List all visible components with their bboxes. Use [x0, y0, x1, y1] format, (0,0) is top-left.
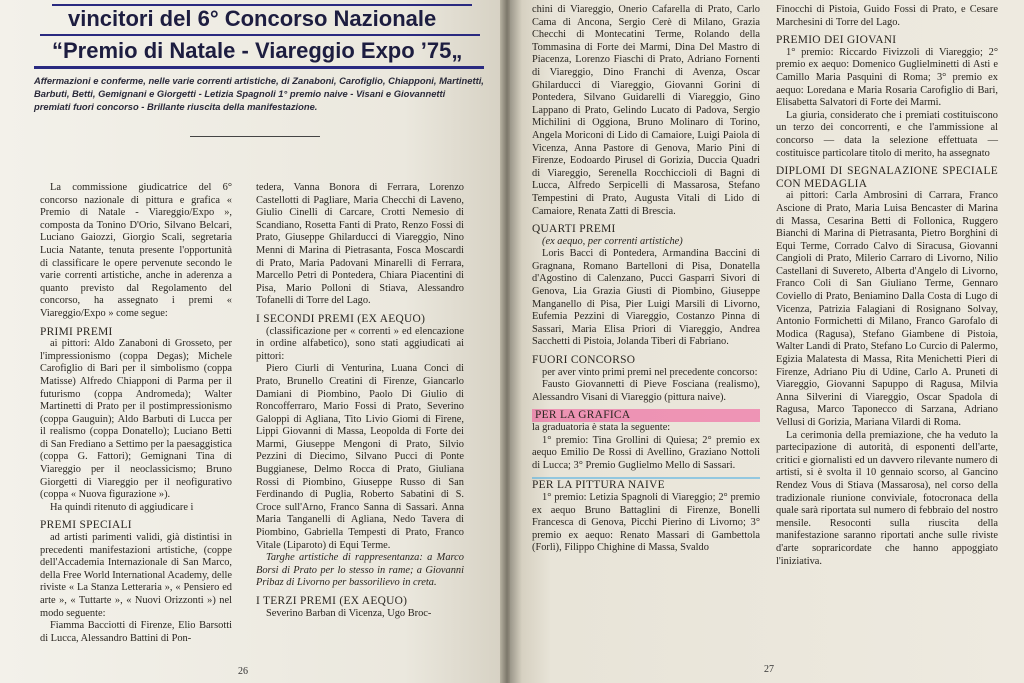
section-heading: PER LA PITTURA NAIVE [532, 477, 760, 492]
section-heading: DIPLOMI DI SEGNALAZIONE SPECIALE CON MEDAGLIA [776, 165, 998, 190]
section-heading: PREMI SPECIALI [40, 519, 132, 532]
title-rule-bottom [34, 66, 484, 69]
page-number-left: 26 [238, 666, 248, 677]
paragraph: chini di Viareggio, Onerio Cafarella di Prato, Carlo Cama di Ancona, Sergio Cerè di Milano, Grazia Checchi di Montecatini Terme, Rolando della Tommasina di Forte dei Marmi, Dina Del Mastro di Piacenza, Lorenzo Fiaschi di Prato, Adriano Fornenti di Viareggio, Dino Franchi di Avenza, Oscar Ghilarducci di Viareggio, Giovanni Gorini di Pontedera, Silvano Guidarelli di Viareggio, Gino Lappano di Prato, Gelindo Lucato di Padova, Sergio Michilini di Oggiona, Bruno Molinaro di Torino, Angela Moriconi di Lido di Camaiore, Luigi Paiola di Vicenza, Anna Pastore di Genova, Mario Pini di Firenze, Eodoardo Pirusel di Gorizia, Duccia Quadri di Viareggio, Serenella Rocchiccioli di Bagni di Lucca, Alfredo Serpicelli di Massarosa, Stefano Tempestini di Prato, Augusta Vitali di Lido di Camaiore, Renata Zatti di Brescia. [532, 4, 760, 217]
paragraph: Piero Ciurli di Venturina, Luana Conci di Prato, Brunello Creatini di Firenze, Giancarlo Damiani di Piombino, Paolo Di Giulio di Roncofferraro, Mario Fossi di Prato, Severino Galoppi di Agliana, Tito Livio Giomi di Firene, Lippi Giovanni di Massa, Leopolda di Forte dei Marmi, Giuseppe Mengoni di Prato, Silvio Pezzini di Diecimo, Silvano Pucci di Ponte Buggianese, Delmo Rocca di Prato, Giuliana Rossi di Piombino, Giuseppe Russo di San Ferdinando di Puglia, Roberto Sabatini di S. Croce sull'Arno, Franco Sanna di Sassari. Anna Maria Tanganelli di Agliana, Nedo Tavera di Piombino, Gabriella Tempesti di Prato, Franco Vitale (Liparoto) di Equi Terme. [256, 363, 464, 551]
paragraph: Finocchi di Pistoia, Guido Fossi di Prato, e Cesare Marchesini di Torre del Lago. [776, 4, 998, 28]
left-column-1 [40, 182, 232, 645]
paragraph: 1° premio: Letizia Spagnoli di Viareggio; 2° premio ex aequo Bruno Battaglini di Firenze, Bonelli Francesca di Genova, Picchi Pierino di Livorno; 3° premio ex aequo: Renato Massari di Gambettola (Forlì), Filippo Chighine di Massa, Svaldo [532, 491, 760, 554]
section-heading: PRIMI PREMI [40, 325, 113, 338]
paragraph: Ha quindi ritenuto di aggiudicare i [50, 501, 194, 513]
section-heading: FUORI CONCORSO [532, 354, 636, 367]
article-title-line1: vincitori del 6° Concorso Nazionale [68, 6, 437, 31]
paragraph: 1° premio: Tina Grollini di Quiesa; 2° premio ex aequo Emilio De Rossi di Avellino, Graziano Nottoli di Lucca; 3° Premio Guglielmo Mello di Sassari. [532, 434, 760, 471]
article-title-line2: “Premio di Natale - Viareggio Expo ’75„ [52, 38, 463, 63]
paragraph: per aver vinto primi premi nel precedente concorso: [542, 366, 758, 378]
right-column-1 [532, 4, 760, 555]
article-intro: Affermazioni e conferme, nelle varie correnti artistiche, di Zanaboni, Carofiglio, Chiapponi, Martinetti, Barbuti, Betti, Gemignani e Giorgetti - Letizia Spagnoli 1° premio naive - Visani e Giovannetti premiati fuori concorso - Brillante riuscita della manifestazione. [34, 75, 484, 112]
paragraph: la graduatoria è stata la seguente: [532, 422, 671, 433]
paragraph: Severino Barban di Vicenza, Ugo Broc- [266, 607, 432, 619]
section-heading: I SECONDI PREMI (EX AEQUO) [256, 312, 426, 325]
left-column-2 [256, 182, 464, 620]
paragraph: La cerimonia della premiazione, che ha veduto la partecipazione di autorità, di esponenti dell'arte, critici e giornalisti ed un davvero rilevante numero di artisti, si è svolta il 10 gennaio scorso, al Gancino Rendez Vous di Stiava (Massarosa), nel corso della tradizionale riunione conviviale, fotocronaca della quale sarà riportata sul numero di febbraio del nostro mensile. Resoconti sulla riuscita della manifestazione saranno riportati anche sulle riviste d'arte sopraricordate che hanno appoggiato l'iniziativa. [776, 429, 998, 567]
paragraph: La giuria, considerato che i premiati costituiscono un terzo dei concorrenti, e che l'ammissione al concorso — data la selezione effettuata — costituisce particolare titolo di merito, ha assegnato [776, 109, 998, 159]
section-heading: PREMIO DEI GIOVANI [776, 34, 897, 47]
page-number-right: 27 [764, 664, 774, 675]
intro-divider [190, 136, 320, 137]
paragraph: ad artisti parimenti validi, già distintisi in precedenti manifestazioni artistiche, (coppe dell'Accademia Internazionale di San Marco, della Free World International Academy, delle riviste « La Stanza Letteraria », « Pensiero ed arte », « Tuttarte », « Nuovi Orizzonti ») nel modo seguente: [40, 532, 232, 619]
paragraph: Fausto Giovannetti di Pieve Fosciana (realismo), Alessandro Visani di Viareggio (pittura naive). [532, 379, 760, 403]
paragraph: La commissione giudicatrice del 6° concorso nazionale di pittura e grafica « Premio di Natale - Viareggio/Expo », composta da Tonino D'Orio, Silvano Belcari, Luciano Gaiozzi, Giorgio Scali, segretaria Lucia Natante, tenuta presente l'opportunità di classificare le opere pervenute secondo le varie correnti artistiche, anche in aderenza a quanto previsto dal Regolamento del concorso, ha assegnato i premi « Viareggio/Expo » come segue: [40, 182, 232, 319]
paragraph: Loris Bacci di Pontedera, Armandina Baccini di Gragnana, Romano Bartelloni di Pisa, Donatella d'Agostino di Calenzano, Pucci Gasparri Sivori di Genova, Lia Grazia Giusti di Piombino, Giuseppe Manganello di Pisa, Pier Luigi Marsili di Livorno, Eufemia Pezzini di Viareggio, Costanzo Pinna di Sassari, Maria Elisa Priori di Viareggio, Andrea Sacchetti di Pistoia, Jolanda Tiberi di Fabriano. [532, 248, 760, 348]
title-rule-mid [40, 34, 480, 36]
section-heading: PER LA GRAFICA [532, 409, 760, 422]
paragraph: 1° premio: Riccardo Fivizzoli di Viareggio; 2° premio ex aequo: Domenico Guglielminetti di Asti e Camillo Maria Pasquini di Roma; 3° premio ex aequo: Loredana e Maria Rosaria Carofiglio di Bari, Elisabetta Salvatori di Forte dei Marmi. [776, 46, 998, 109]
section-heading: I TERZI PREMI (EX AEQUO) [256, 595, 408, 607]
paragraph: tedera, Vanna Bonora di Ferrara, Lorenzo Castellotti di Pagliare, Maria Checchi di Laveno, Giulio Cinelli di Carcare, Crotti Nemesio di Scandiano, Rosetta Fanti di Prato, Renzo Fossi di Prato, Giuseppe Ghilarducci di Viareggio, Nino Menni di Marina di Pietrasanta, Fosca Moscardi di Prato, Maria Padovani Minarelli di Ferrara, Marcello Petri di Pontedera, Chiara Piacentini di Pisa, Mario Polloni di Stiava, Alessandro Tofanelli di Torre del Lago. [256, 182, 464, 307]
left-page [0, 0, 505, 683]
paragraph: (classificazione per « correnti » ed elencazione in ordine alfabetico), sono stati aggiudicati ai pittori: [256, 325, 464, 362]
section-note: Targhe artistiche di rappresentanza: a Marco Borsi di Prato per lo stesso in rame; a Giovanni Pribaz di Livorno per bassorilievo in creta. [256, 552, 464, 589]
section-note: (ex aequo, per correnti artistiche) [542, 235, 683, 247]
right-page [510, 0, 1024, 683]
gutter-shadow [510, 0, 522, 683]
section-heading: QUARTI PREMI [532, 223, 616, 236]
paragraph: ai pittori: Carla Ambrosini di Carrara, Franco Ascione di Prato, Maria Luisa Bencaster di Marina di Massa, Cesarina Betti di Follonica, Ruggero Bianchi di Marina di Pietrasanta, Pietro Borghini di Equi Terme, Corrado Calvo di Siracusa, Giovanni Cangioli di Prato, Milerio Carraro di Livorno, Nilio Castellani di Suvereto, Alberta d'Angelo di Livorno, Franco Coli di San Giuliano Terme, Gennaro Coviello di Prato, Beniamino Dalla Costa di Lugo di Vicenza, Patrizia Falagiani di Rosignano Solvay, Antonio Formichetti di Milano, Franco Garofalo di Modica (Ragusa), Stefano Giambene di Pistoia, Walter Landi di Prato, Stefano Lo Curcio di Palermo, Egizia Malatesta di Massa, Rita Menichetti Pieri di Firenze, Adriano Piu di Udine, Carlo A. Pruneti di Viareggio, Giovanni Sapuppo di Ragusa, Milvia Anna Silverini di Viareggio, Oscar Spadola di Ragusa, Marco Taponecco di Sarzana, Adriano Vellusi di Gorizia, Mariana Vilardi di Roma. [776, 190, 998, 428]
right-column-2 [776, 4, 998, 568]
paragraph: ai pittori: Aldo Zanaboni di Grosseto, per l'impressionismo (coppa Degas); Michele Carofiglio di Bari per il simbolismo (coppa Matisse) Alfredo Chiapponi di Parma per il futurismo (coppa Andromeda); Walter Martinetti di Prato per il postimpressionismo (coppa Gauguin); Aldo Barbuti di Lucca per il realismo (coppa Donatello); Luciano Betti di San Frediano a Settimo per la paesaggistica (coppa G. Fattori); Gemignani Tina di Viareggio per il neoclassicismo; Bruno Giorgetti di Viareggio per il neofigurativo (coppa « Nuova figurazione »). [40, 338, 232, 501]
paragraph: Fiamma Bacciotti di Firenze, Elio Barsotti di Lucca, Alessandro Battini di Pon- [40, 620, 232, 644]
